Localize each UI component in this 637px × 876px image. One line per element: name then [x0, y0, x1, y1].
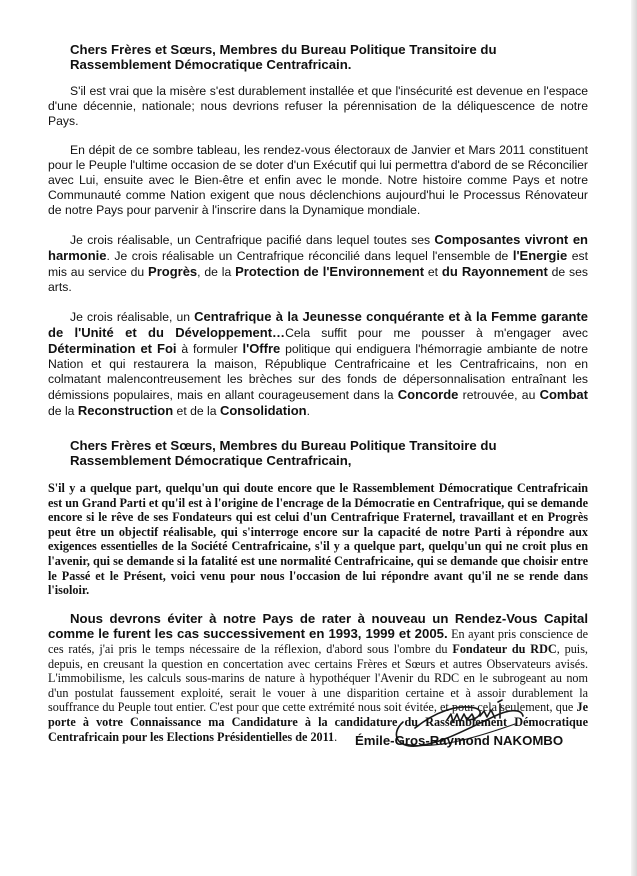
p6-text-2: , puis, depuis, en creusant la question en concertation avec certains Frères et Sœurs et autres Observateurs avisés. L'immobilisme, les calculs sous-marins de nature à hypothéquer l'Avenir du RDC en le subrogeant au nom d'un postulat faussement exploité, serait le vouer à une disparition certaine et à assoir durablement la souffrance du Peuple tout entier. C'est pour que cette extrémité nous soit évitée, et pour cela seulement, que — [48, 641, 588, 715]
p3-text-1: Je crois réalisable, un Centrafrique pacifié dans lequel toutes ses — [70, 233, 435, 247]
p4-bold-4: Concorde — [397, 387, 459, 402]
p4-text-1: Je crois réalisable, un — [70, 310, 195, 324]
p4-bold-2: Détermination et Foi — [48, 341, 177, 356]
p4-bold-6: Reconstruction — [77, 403, 174, 418]
paragraph-3 — [48, 232, 588, 295]
p4-bold-7: Consolidation — [219, 403, 307, 418]
p3-text-2: . Je crois réalisable un Centrafrique réconcilié dans lequel l'ensemble de — [106, 249, 513, 263]
paragraph-1-text: S'il est vrai que la misère s'est durablement installée et que l'insécurité est devenue en l'espace d'une décennie, nationale; nous devrions refuser la pérennisation de la déliquescence de notre Pays. — [48, 84, 588, 128]
p6-bold-3: Je porte à votre Connaissance ma Candidature à la candidature du Rassemblement Démocratique Centrafricain pour les Elections Présidentielles de 2011 — [48, 700, 588, 744]
paragraph-4 — [48, 309, 588, 419]
p3-bold-3: Progrès — [148, 264, 198, 279]
p6-bold-2: Fondateur du RDC — [452, 641, 557, 656]
p4-text-7: et de la — [173, 404, 220, 418]
p3-text-3: est mis au service du — [48, 249, 588, 279]
paragraph-2-text: En dépit de ce sombre tableau, les rendez-vous électoraux de Janvier et Mars 2011 constituent pour le Peuple l'ultime occasion de se doter d'un Exécutif qui lui permettra d'abord de se Réconcilier avec Lui, ensuite avec le Bien-être et enfin avec le monde. Notre histoire comme Pays et notre Communauté comme Nation exigent que nous déclenchions aujourd'hui le Processus Rénovateur de notre Pays pour parvenir à l'inscrire dans la Dynamique mondiale. — [48, 143, 588, 217]
p4-text-5: retrouvée, au — [458, 388, 540, 402]
p3-text-5: et — [424, 265, 442, 279]
p4-text-3: à formuler — [176, 342, 243, 356]
p4-bold-1: Centrafrique à la Jeunesse conquérante et à la Femme garante de l'Unité et du Développement… — [48, 309, 588, 340]
handwritten-signature — [345, 686, 585, 772]
p3-bold-2: l'Energie — [512, 248, 568, 263]
paragraph-5: S'il y a quelque part, quelqu'un qui doute encore que le Rassemblement Démocratique Centrafricain est un Grand Parti et qu'il est à l'origine de l'encrage de la Démocratie en Centrafrique, qui se demande encore si le rêve de ses Fondateurs qui est celui d'un Centrafrique Fraternel, travaillant et en Progrès peut être un objectif réalisable, qui s'interroge encore sur la capacité de notre Parti à répondre aux exigences essentielles de la Société Centrafricaine, s'il y a quelque part, quelqu'un qui ne croit plus en l'avenir, qui se demande si la fatalité est une normalité Centrafricaine, qui se demande que choisir entre le Passé et le Présent, voici venu pour nous l'occasion de lui répondre avant qu'il ne se rende dans l'isoloir. — [48, 481, 588, 598]
paragraph-1 — [48, 84, 588, 129]
salutation-heading-1: Chers Frères et Sœurs, Membres du Bureau Politique Transitoire du Rassemblement Démocratique Centrafricain. — [70, 42, 497, 72]
p4-text-8: . — [306, 404, 310, 418]
p3-text-6: de ses arts. — [48, 265, 588, 294]
p4-bold-3: l'Offre — [242, 341, 281, 356]
salutation-heading-2: Chers Frères et Sœurs, Membres du Bureau Politique Transitoire du Rassemblement Démocratique Centrafricain, — [70, 438, 497, 468]
p4-text-4: politique qui endiguera l'hémorragie ambiante de notre Nation et qui restaurera la maison, République Centrafricaine et les Centrafricains, non en colmatant malencontreusement les brèches sur des fonds de dépersonnalisation entraînant les démissions populaires, mais en allant courageusement dans la — [48, 342, 588, 402]
scan-edge — [631, 0, 637, 876]
p3-bold-4: Protection de l'Environnement — [235, 264, 425, 279]
letter-body — [48, 42, 588, 744]
p6-bold-1: Nous devrons éviter à notre Pays de rater à nouveau un Rendez-Vous Capital comme le furent les cas successivement en 1993, 1999 et 2005. — [48, 610, 588, 642]
p3-text-4: , de la — [197, 265, 236, 279]
p6-text-3: . — [334, 729, 338, 744]
p6-text-1: En ayant pris conscience de ces ratés, j'ai pris le temps nécessaire de la réflexion, d'abord sous l'ombre du — [48, 627, 588, 656]
p4-text-2: Cela suffit pour me pousser à m'engager avec — [285, 326, 588, 340]
p3-bold-5: du Rayonnement — [441, 264, 548, 279]
p4-bold-5: Combat — [539, 387, 588, 402]
paragraph-2 — [48, 143, 588, 218]
p4-text-6: de la — [48, 404, 78, 418]
p3-bold-1: Composantes vivront en harmonie — [48, 232, 588, 263]
signatory-name: Émile-Gros-Raymond NAKOMBO — [355, 733, 564, 748]
